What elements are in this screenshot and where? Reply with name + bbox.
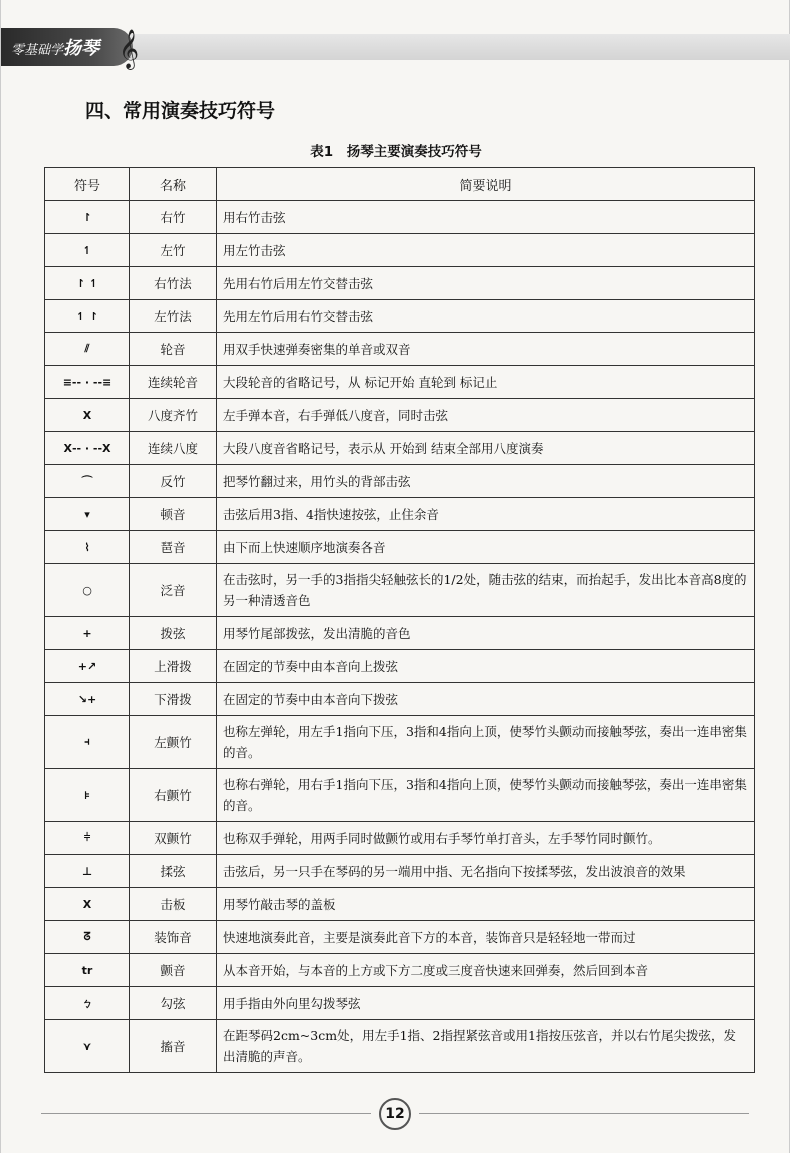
table-row — [45, 683, 755, 716]
description-cell: 快速地演奏此音，主要是演奏此音下方的本音，装饰音只是轻轻地一带而过 — [217, 921, 755, 954]
symbol-cell: ⌇ — [45, 531, 130, 564]
description-cell: 击弦后用3指、4指快速按弦，止住余音 — [217, 498, 755, 531]
name-cell: 双颤竹 — [130, 822, 217, 855]
symbol-cell: ㄅ — [45, 987, 130, 1020]
description-cell: 用手指由外向里勾拨琴弦 — [217, 987, 755, 1020]
symbol-cell: ⊥ — [45, 855, 130, 888]
symbol-cell: ⫞ — [45, 716, 130, 769]
symbol-cell: ⫽ — [45, 333, 130, 366]
description-cell: 大段八度音省略记号，表示从 开始到 结束全部用八度演奏 — [217, 432, 755, 465]
symbol-cell: Ⅹ — [45, 888, 130, 921]
techniques-table — [44, 167, 755, 1073]
description-cell: 用双手快速弹奏密集的单音或双音 — [217, 333, 755, 366]
section-title: 四、常用演奏技巧符号 — [85, 100, 276, 122]
symbol-cell: + — [45, 617, 130, 650]
name-cell: 琶音 — [130, 531, 217, 564]
name-cell: 泛音 — [130, 564, 217, 617]
table-row — [45, 300, 755, 333]
description-cell: 击弦后，另一只手在琴码的另一端用中指、无名指向下按揉琴弦，发出波浪音的效果 — [217, 855, 755, 888]
symbol-cell: ○ — [45, 564, 130, 617]
symbol-cell: ⋎ — [45, 1020, 130, 1073]
name-cell: 右竹 — [130, 201, 217, 234]
description-cell: 用右竹击弦 — [217, 201, 755, 234]
table-row — [45, 822, 755, 855]
description-cell: 在距琴码2cm~3cm处，用左手1指、2指捏紧弦音或用1指按压弦音，并以右竹尾尖拨弦，发出清脆的声音。 — [217, 1020, 755, 1073]
footer-ornament-left — [41, 1113, 371, 1114]
table-caption: 表1 扬琴主要演奏技巧符号 — [310, 144, 482, 160]
name-cell: 右颤竹 — [130, 769, 217, 822]
table-row — [45, 267, 755, 300]
description-cell: 用琴竹尾部拨弦，发出清脆的音色 — [217, 617, 755, 650]
symbol-cell: ↾ — [45, 201, 130, 234]
name-cell: 搐音 — [130, 1020, 217, 1073]
name-cell: 上滑拨 — [130, 650, 217, 683]
description-cell: 从本音开始，与本音的上方或下方二度或三度音快速来回弹奏，然后回到本音 — [217, 954, 755, 987]
symbol-cell: ⫩ — [45, 822, 130, 855]
name-cell: 连续八度 — [130, 432, 217, 465]
description-cell: 用左竹击弦 — [217, 234, 755, 267]
symbol-cell: ᘔ — [45, 921, 130, 954]
symbol-cell: Ⅹ — [45, 399, 130, 432]
table-row — [45, 333, 755, 366]
table-row — [45, 234, 755, 267]
name-cell: 反竹 — [130, 465, 217, 498]
name-cell: 左颤竹 — [130, 716, 217, 769]
name-cell: 顿音 — [130, 498, 217, 531]
table-row — [45, 201, 755, 234]
description-cell: 在固定的节奏中由本音向下拨弦 — [217, 683, 755, 716]
table-row — [45, 987, 755, 1020]
header-symbol: 符号 — [45, 168, 130, 201]
symbol-cell: ⌒ — [45, 465, 130, 498]
name-cell: 左竹 — [130, 234, 217, 267]
symbol-cell: ≡-- · --≡ — [45, 366, 130, 399]
table-row — [45, 650, 755, 683]
footer-ornament-right — [419, 1113, 749, 1114]
description-cell: 用琴竹敲击琴的盖板 — [217, 888, 755, 921]
table-row — [45, 366, 755, 399]
symbol-cell: ↿ ↾ — [45, 300, 130, 333]
table-row — [45, 769, 755, 822]
table-row — [45, 465, 755, 498]
name-cell: 勾弦 — [130, 987, 217, 1020]
table-row — [45, 617, 755, 650]
symbol-cell: tr — [45, 954, 130, 987]
symbol-cell: Ⅹ-- · --Ⅹ — [45, 432, 130, 465]
description-cell: 左手弹本音，右手弹低八度音，同时击弦 — [217, 399, 755, 432]
name-cell: 下滑拨 — [130, 683, 217, 716]
table-row — [45, 921, 755, 954]
table-row — [45, 716, 755, 769]
name-cell: 揉弦 — [130, 855, 217, 888]
table-row — [45, 498, 755, 531]
description-cell: 也称右弹轮，用右手1指向下压，3指和4指向上顶，使琴竹头颤动而接触琴弦，奏出一连串密集的音。 — [217, 769, 755, 822]
table-header-row — [45, 168, 755, 201]
description-cell: 先用右竹后用左竹交替击弦 — [217, 267, 755, 300]
description-cell: 也称左弹轮，用左手1指向下压，3指和4指向上顶，使琴竹头颤动而接触琴弦，奏出一连串密集的音。 — [217, 716, 755, 769]
name-cell: 右竹法 — [130, 267, 217, 300]
name-cell: 八度齐竹 — [130, 399, 217, 432]
description-cell: 大段轮音的省略记号，从 标记开始 直轮到 标记止 — [217, 366, 755, 399]
table-row — [45, 432, 755, 465]
symbol-cell: ↾ ↿ — [45, 267, 130, 300]
table-row — [45, 399, 755, 432]
table-row — [45, 888, 755, 921]
book-badge — [1, 28, 133, 66]
table-row — [45, 855, 755, 888]
symbol-cell: ▾ — [45, 498, 130, 531]
symbol-cell: ↘+ — [45, 683, 130, 716]
description-cell: 也称双手弹轮，用两手同时做颤竹或用右手琴竹单打音头，左手琴竹同时颤竹。 — [217, 822, 755, 855]
description-cell: 由下而上快速顺序地演奏各音 — [217, 531, 755, 564]
name-cell: 左竹法 — [130, 300, 217, 333]
treble-clef-icon: 𝄞 — [119, 29, 140, 69]
table-row — [45, 1020, 755, 1073]
description-cell: 在击弦时，另一手的3指指尖轻触弦长的1/2处，随击弦的结束，而抬起手，发出比本音高8度的另一种清透音色 — [217, 564, 755, 617]
header-description: 简要说明 — [217, 168, 755, 201]
book-title: 零基础学扬琴 — [11, 38, 100, 59]
table-row — [45, 564, 755, 617]
symbol-cell: +↗ — [45, 650, 130, 683]
table-row — [45, 531, 755, 564]
symbol-cell: ⊧ — [45, 769, 130, 822]
name-cell: 颤音 — [130, 954, 217, 987]
header-name: 名称 — [130, 168, 217, 201]
page-number: 12 — [379, 1098, 411, 1130]
symbol-cell: ↿ — [45, 234, 130, 267]
description-cell: 先用左竹后用右竹交替击弦 — [217, 300, 755, 333]
description-cell: 在固定的节奏中由本音向上拨弦 — [217, 650, 755, 683]
name-cell: 轮音 — [130, 333, 217, 366]
page-footer — [1, 1094, 790, 1134]
name-cell: 装饰音 — [130, 921, 217, 954]
table-row — [45, 954, 755, 987]
name-cell: 击板 — [130, 888, 217, 921]
name-cell: 拨弦 — [130, 617, 217, 650]
description-cell: 把琴竹翻过来，用竹头的背部击弦 — [217, 465, 755, 498]
name-cell: 连续轮音 — [130, 366, 217, 399]
